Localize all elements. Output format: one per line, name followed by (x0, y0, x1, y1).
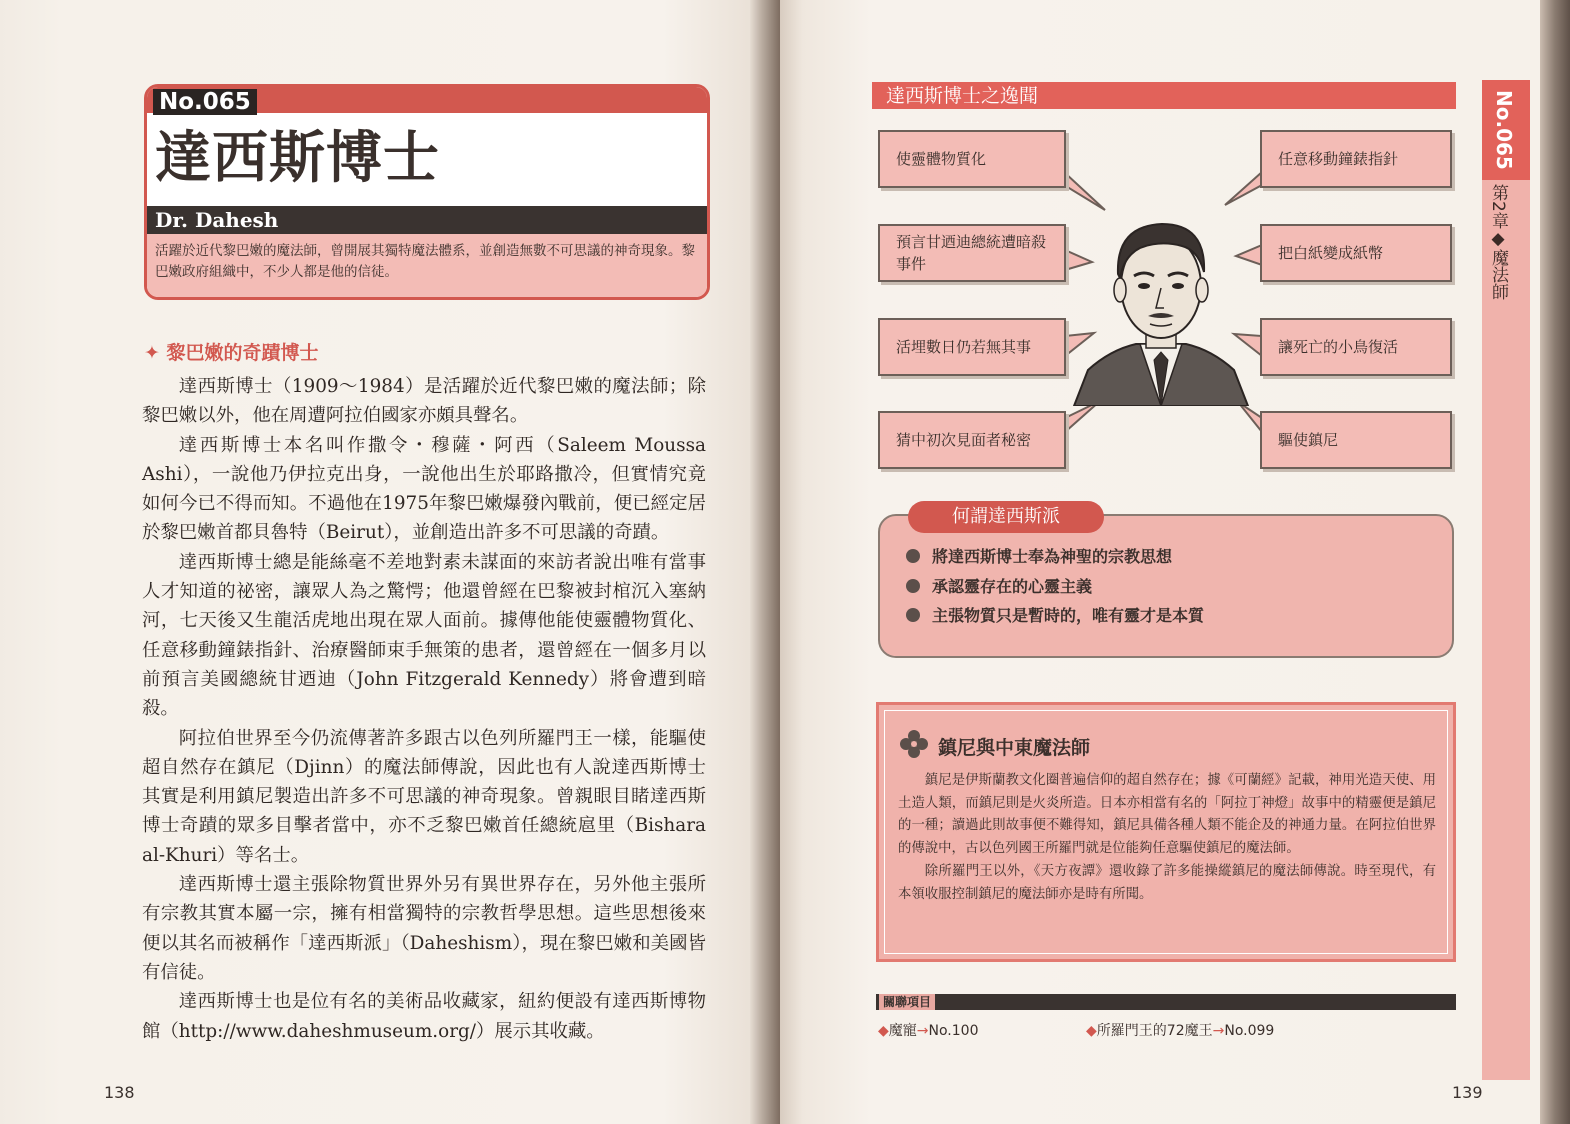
arrow-icon: → (916, 1023, 929, 1039)
anecdote-bubble-left: 猜中初次見面者秘密 (878, 411, 1066, 469)
book-edge (1540, 0, 1570, 1124)
section-heading: ✦ 黎巴嫩的奇蹟博士 (144, 342, 319, 364)
paragraph: 達西斯博士（1909～1984）是活躍於近代黎巴嫩的魔法師；除黎巴嫩以外，他在周遭阿拉伯國家亦頗具聲名。 (142, 376, 706, 427)
page-title: 達西斯博士 (155, 126, 440, 191)
daheshism-item: 將達西斯博士奉為神聖的宗教思想 (906, 545, 1172, 569)
anecdote-bubble-left: 使靈體物質化 (878, 130, 1066, 188)
title-english: Dr. Dahesh (147, 206, 707, 234)
paragraph: 達西斯博士總是能絲毫不差地對素未謀面的來訪者說出唯有當事人才知道的祕密，讓眾人為之驚愕；他還曾經在巴黎被封棺沉入塞納河，七天後又生龍活虎地出現在眾人面前。據傳他能使靈體物質化、任意移動鐘錶指針、治療醫師束手無策的患者，還曾經在一個多月以前預言美國總統甘迺迪（John Fitzgerald Kennedy）將會遭到暗殺。 (142, 551, 706, 720)
clover-ornament-icon (898, 728, 930, 760)
anecdote-bubble-right: 把白紙變成紙幣 (1260, 224, 1452, 282)
anecdote-bubble-left: 活埋數日仍若無其事 (878, 318, 1066, 376)
anecdote-bubble-right: 讓死亡的小鳥復活 (1260, 318, 1452, 376)
daheshism-item: 承認靈存在的心靈主義 (906, 575, 1092, 599)
paragraph: 阿拉伯世界至今仍流傳著許多跟古以色列所羅門王一樣，能驅使超自然存在鎮尼（Djinn）的魔法師傳說，因此也有人說達西斯博士其實是利用鎮尼製造出許多不可思議的神奇現象。曾親眼目睹達西斯博士奇蹟的眾多目擊者當中，亦不乏黎巴嫩首任總統扈里（Bishara al-Khuri）等名士。 (142, 727, 706, 866)
anecdote-bubble-right: 驅使鎮尼 (1260, 411, 1452, 469)
title-summary: 活躍於近代黎巴嫩的魔法師，曾開展其獨特魔法體系，並創造無數不可思議的神奇現象。黎巴嫩政府組織中，不少人都是他的信徒。 (147, 234, 707, 297)
related-link[interactable]: ◆所羅門王的72魔王→No.099 (1086, 1023, 1275, 1039)
bullet-icon (906, 579, 920, 593)
bullet-icon (906, 608, 920, 622)
paragraph: 達西斯博士本名叫作撒令・穆薩・阿西（Saleem Moussa Ashi），一說他乃伊拉克出身，一說他出生於耶路撒冷，但實情究竟如何今已不得而知。不過他在1975年黎巴嫩爆發內戰前，便已經定居於黎巴嫩首都貝魯特（Beirut），並創造出許多不可思議的奇蹟。 (142, 434, 706, 544)
diamond-icon: ◆ (878, 1023, 889, 1039)
entry-number: No.065 (153, 89, 257, 115)
anecdote-bubble-left: 預言甘迺迪總統遭暗殺事件 (878, 224, 1066, 282)
paragraph: 達西斯博士還主張除物質世界外另有異世界存在，另外他主張所有宗教其實本屬一宗，擁有相當獨特的宗教哲學思想。這些思想後來便以其名而被稱作「達西斯派」（Daheshism），現在黎巴嫩和美國皆有信徒。 (142, 874, 706, 983)
djinn-text (898, 770, 1436, 906)
paragraph: 達西斯博士也是位有名的美術品收藏家，紐約便設有達西斯博物館（http://www.daheshmuseum.org/）展示其收藏。 (142, 991, 706, 1042)
daheshism-item: 主張物質只是暫時的，唯有靈才是本質 (906, 604, 1204, 628)
diamond-icon: ◆ (1086, 1023, 1097, 1039)
arrow-icon: → (1212, 1023, 1225, 1039)
anecdote-bubble-right: 任意移動鐘錶指針 (1260, 130, 1452, 188)
page-number-right: 139 (1452, 1083, 1483, 1102)
bullet-icon (906, 549, 920, 563)
page-number-left: 138 (104, 1083, 135, 1102)
side-tab-number: No.065 (1482, 80, 1530, 180)
portrait-illustration (1070, 210, 1252, 406)
related-link[interactable]: ◆魔寵→No.100 (878, 1023, 979, 1039)
anecdotes-title: 達西斯博士之逸聞 (886, 85, 1039, 107)
side-tab-chapter: 第2章◆魔法師 (1488, 184, 1508, 300)
paragraph: 鎮尼是伊斯蘭教文化圈普遍信仰的超自然存在；據《可蘭經》記載，神用光造天使、用土造人類，而鎮尼則是火炎所造。日本亦相當有名的「阿拉丁神燈」故事中的精靈便是鎮尼的一種；讀過此則故事便不難得知，鎮尼具備各種人類不能企及的神通力量。在阿拉伯世界的傳說中，古以色列國王所羅門就是位能夠任意驅使鎮尼的魔法師。 (898, 773, 1436, 857)
related-label: 關聯項目 (879, 994, 935, 1010)
paragraph: 除所羅門王以外，《天方夜譚》還收錄了許多能操縱鎮尼的魔法師傳說。時至現代，有本領收服控制鎮尼的魔法師亦是時有所聞。 (898, 863, 1436, 902)
daheshism-title: 何謂達西斯派 (908, 501, 1104, 533)
djinn-title: 鎮尼與中東魔法師 (938, 737, 1091, 759)
related-bar (876, 994, 1456, 1010)
